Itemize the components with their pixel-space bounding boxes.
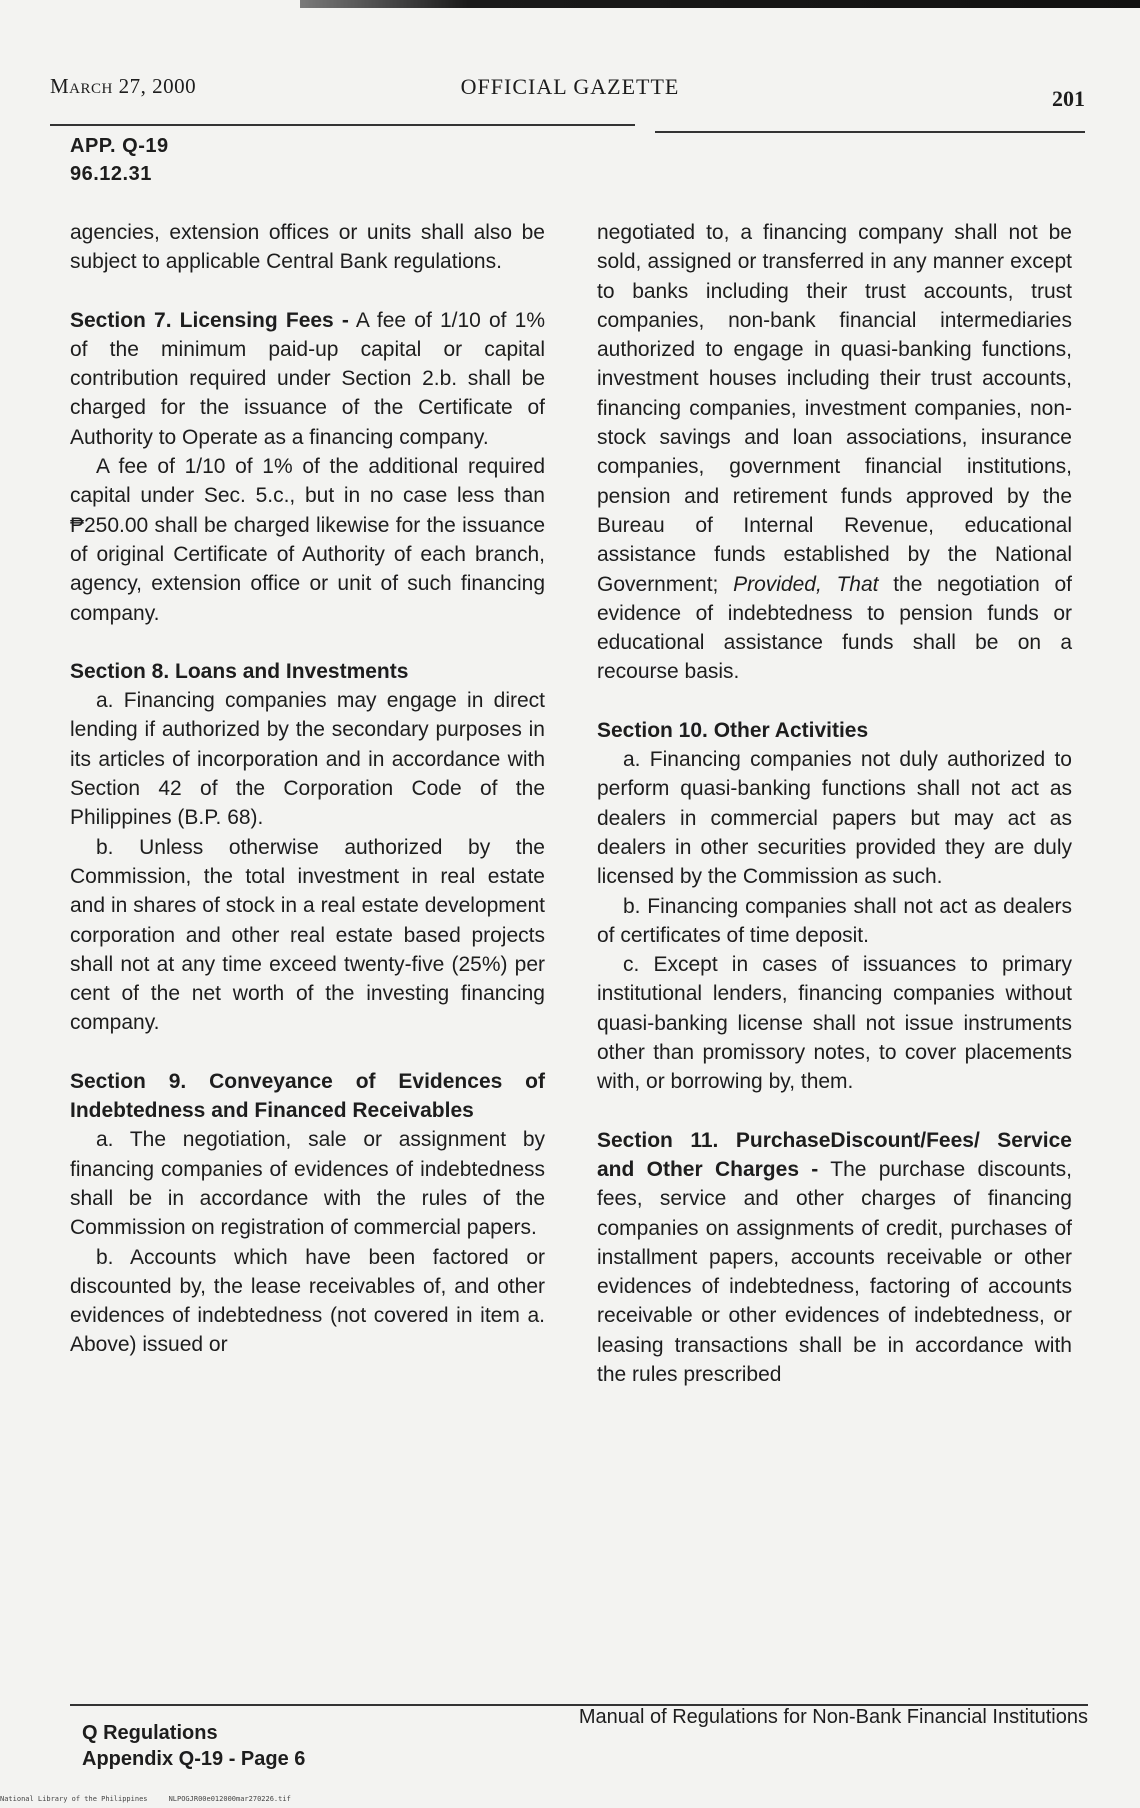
scan-top-edge <box>300 0 1140 8</box>
scan-credit: National Library of the Philippines NLPOGJR00e012000mar270226.tif <box>0 1795 291 1803</box>
section-9-item-a: a. The negotiation, sale or assignment by financing companies of evidences of indebtedness shall be in accordance with the rules of the Commission on registration of commercial papers. <box>70 1128 545 1240</box>
footer-regulations: Q Regulations <box>82 1722 218 1744</box>
appendix-code: APP. Q-19 <box>70 135 169 157</box>
section-10-item-c: c. Except in cases of issuances to primary institutional lenders, financing companies without quasi-banking license shall not issue instruments other than promissory notes, to cover placements with, or borrowing by, them. <box>597 953 1072 1094</box>
section-10-item-b: b. Financing companies shall not act as dealers of certificates of time deposit. <box>597 894 1072 947</box>
section-8-item-b: b. Unless otherwise authorized by the Commission, the total investment in real estate and in shares of stock in a real estate development corporation and other real estate based projects shall not at any time exceed twenty-five (25%) per cent of the net worth of the investing financing company. <box>70 835 545 1035</box>
appendix-date: 96.12.31 <box>70 163 152 185</box>
page-number: 201 <box>1052 86 1085 111</box>
section-11-heading: Section 11. PurchaseDiscount/Fees/ Service and Other Charges - <box>597 1128 1072 1181</box>
paragraph <box>597 218 1072 687</box>
paragraph: A fee of 1/10 of 1% of the additional required capital under Sec. 5.c., but in no case less than ₱250.00 shall be charged likewise for the issuance of original Certificate of Authority of each branch, agency, extension office or unit of such financing company. <box>70 455 545 625</box>
header-title: OFFICIAL GAZETTE <box>460 74 680 99</box>
section-7 <box>70 306 545 452</box>
paragraph-end: the negotiation of evidence of indebtedness to pension funds or educational assistance funds shall be on a recourse basis. <box>597 572 1072 684</box>
right-column <box>597 218 1072 1389</box>
appendix-code-block <box>70 132 169 188</box>
section-9-heading: Section 9. Conveyance of Evidences of Indebtedness and Financed Receivables <box>70 1069 545 1123</box>
section-10-item-a: a. Financing companies not duly authorized to perform quasi-banking functions shall not act as dealers in commercial papers but may act as dealers in other securities provided they are duly licensed by the Commission as such. <box>597 748 1072 889</box>
footer-appendix-page: Appendix Q-19 - Page 6 <box>82 1748 306 1770</box>
paragraph-main: negotiated to, a financing company shall not be sold, assigned or transferred in any manner except to banks including their trust accounts, trust companies, non-bank financial intermediaries authorized to engage in quasi-banking functions, investment houses including their trust accounts, financing companies, investment companies, non-stock savings and loan associations, insurance companies, government financial institutions, pension and retirement funds approved by the Bureau of Internal Revenue, educational assistance funds established by the National Government; <box>597 221 1072 596</box>
section-8-heading: Section 8. Loans and Investments <box>70 659 409 683</box>
header-rule-left <box>50 124 635 126</box>
section-7-heading: Section 7. Licensing Fees - <box>70 308 349 332</box>
section-11 <box>597 1126 1072 1390</box>
header-rule-right <box>655 131 1085 133</box>
footer-manual-title: Manual of Regulations for Non-Bank Financial Institutions <box>578 1706 1088 1728</box>
proviso: Provided, That <box>733 572 879 596</box>
footer-left <box>82 1720 305 1772</box>
section-10-heading: Section 10. Other Activities <box>597 718 869 742</box>
section-7-text: A fee of 1/10 of 1% of the minimum paid-up capital or capital contribution required under Section 2.b. shall be charged for the issuance of the Certificate of Authority to Operate as a financing company. <box>70 308 546 449</box>
section-11-text: The purchase discounts, fees, service and other charges of financing companies on assignments of credit, purchases of installment papers, accounts receivable or other evidences of indebtedness, factoring of accounts receivable or other evidences of indebtedness, or leasing transactions shall be in accordance with the rules prescribed <box>597 1157 1072 1386</box>
header-date: March 27, 2000 <box>50 74 197 98</box>
left-column <box>70 218 545 1360</box>
section-8-item-a: a. Financing companies may engage in direct lending if authorized by the secondary purposes in its articles of incorporation and in accordance with Section 42 of the Corporation Code of the Philippines (B.P. 68). <box>70 689 545 830</box>
section-9-item-b: b. Accounts which have been factored or discounted by, the lease receivables of, and other evidences of indebtedness (not covered in item a. Above) issued or <box>70 1245 545 1357</box>
paragraph: agencies, extension offices or units shall also be subject to applicable Central Bank regulations. <box>70 221 545 274</box>
